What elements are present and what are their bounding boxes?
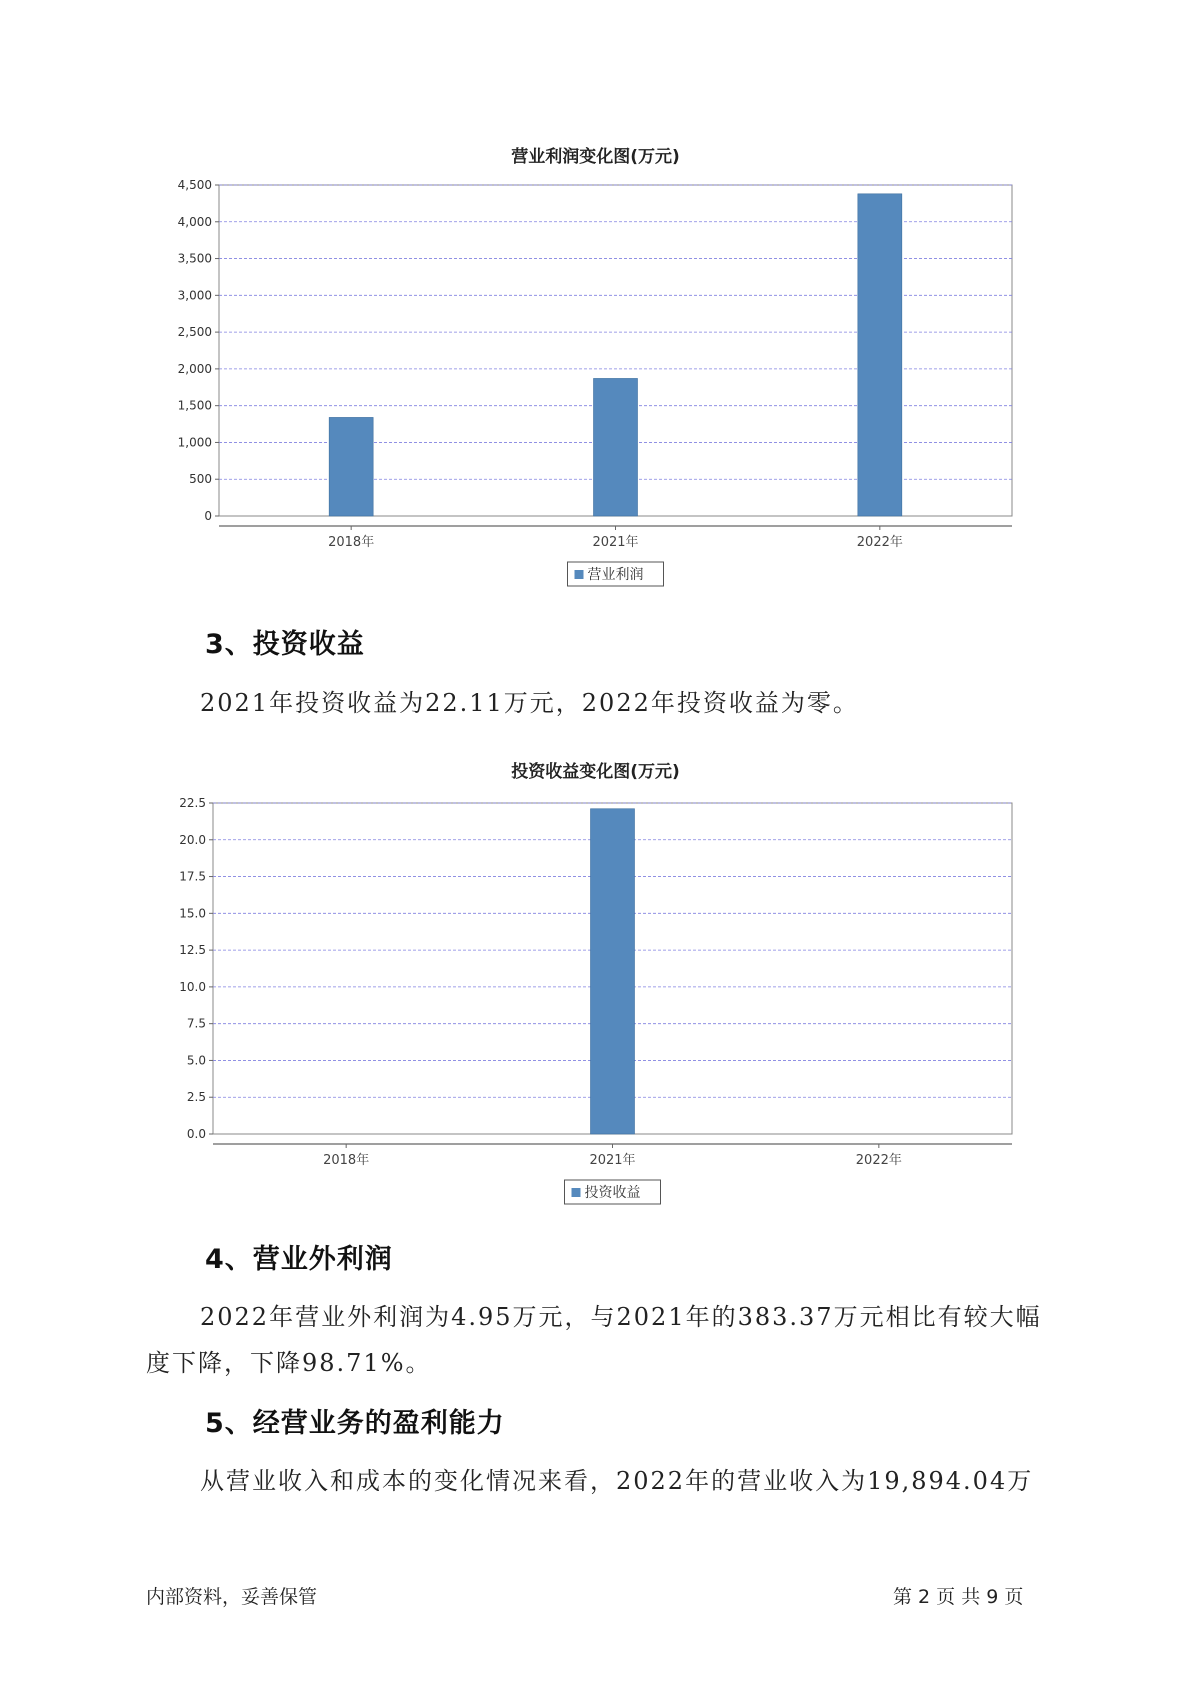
x-tick-label: 2022年 xyxy=(856,535,903,550)
section5-heading: 5、经营业务的盈利能力 xyxy=(205,1408,505,1439)
y-tick-label: 1,000 xyxy=(177,435,212,450)
y-tick-label: 4,000 xyxy=(177,214,212,229)
section4-heading: 4、营业外利润 xyxy=(205,1244,393,1275)
y-tick-label: 10.0 xyxy=(179,979,206,994)
section5-text: 从营业收入和成本的变化情况来看，2022年的营业收入为19,894.04万 xyxy=(200,1467,1034,1495)
x-tick-label: 2018年 xyxy=(323,1153,370,1168)
y-tick-label: 1,500 xyxy=(177,398,212,413)
y-tick-label: 0.0 xyxy=(186,1127,206,1141)
y-tick-label: 500 xyxy=(189,472,212,487)
y-tick-label: 15.0 xyxy=(179,906,206,921)
y-tick-label: 2.5 xyxy=(186,1090,206,1105)
section4-text-line2: 度下降，下降98.71%。 xyxy=(146,1349,432,1377)
footer-confidential: 内部资料，妥善保管 xyxy=(146,1586,318,1608)
y-tick-label: 4,500 xyxy=(177,178,212,192)
bar-2021年 xyxy=(591,809,635,1134)
section3-text: 2021年投资收益为22.11万元，2022年投资收益为零。 xyxy=(200,689,859,717)
y-tick-label: 12.5 xyxy=(179,943,206,958)
legend-swatch xyxy=(572,1188,581,1197)
y-tick-label: 20.0 xyxy=(179,832,206,847)
y-tick-label: 22.5 xyxy=(179,796,206,810)
y-tick-label: 0 xyxy=(204,509,212,523)
x-tick-label: 2018年 xyxy=(328,535,375,550)
y-tick-label: 3,000 xyxy=(177,288,212,303)
x-tick-label: 2022年 xyxy=(855,1153,902,1168)
y-tick-label: 5.0 xyxy=(186,1053,206,1068)
chart1-title: 营业利润变化图(万元) xyxy=(511,147,680,167)
section3-heading: 3、投资收益 xyxy=(205,629,365,660)
legend-label: 营业利润 xyxy=(587,567,644,583)
x-tick-label: 2021年 xyxy=(592,535,639,550)
x-tick-label: 2021年 xyxy=(589,1153,636,1168)
y-tick-label: 7.5 xyxy=(186,1016,206,1031)
chart2-title: 投资收益变化图(万元) xyxy=(511,762,680,782)
section4-text-line1: 2022年营业外利润为4.95万元，与2021年的383.37万元相比有较大幅 xyxy=(200,1303,1042,1331)
legend-label: 投资收益 xyxy=(584,1185,641,1201)
y-tick-label: 2,500 xyxy=(177,325,212,340)
footer-page-number: 第 2 页 共 9 页 xyxy=(893,1586,1024,1608)
y-tick-label: 2,000 xyxy=(177,361,212,376)
y-tick-label: 17.5 xyxy=(179,869,206,884)
y-tick-label: 3,500 xyxy=(177,251,212,266)
